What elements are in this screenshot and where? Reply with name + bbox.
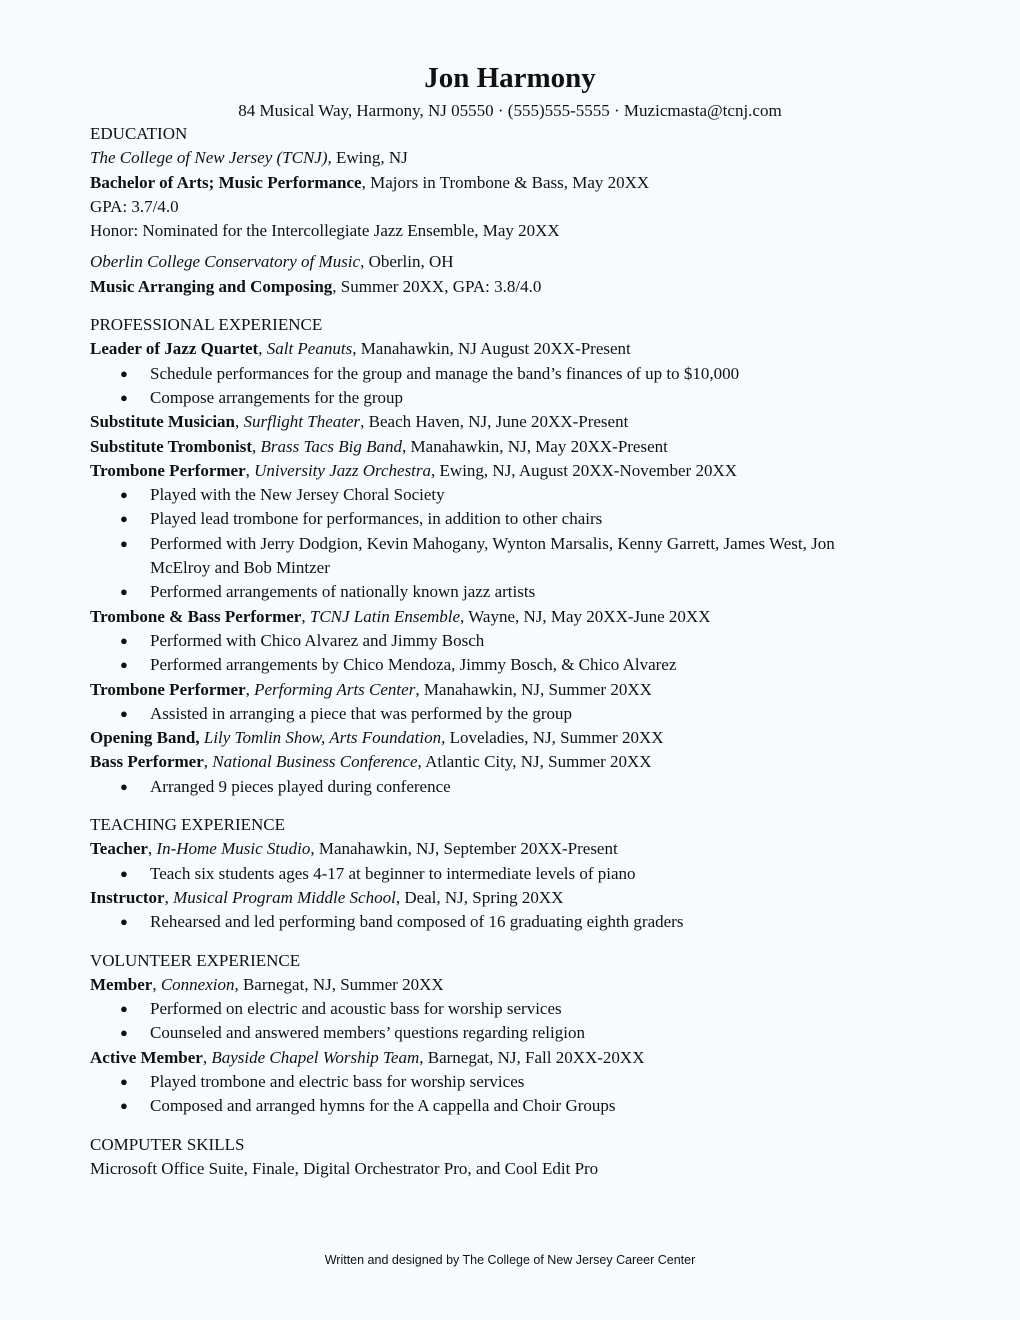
gpa-line: GPA: 3.7/4.0 <box>90 196 179 216</box>
section-heading-skills: COMPUTER SKILLS <box>90 1134 245 1154</box>
program-detail: , Summer 20XX, GPA: 3.8/4.0 <box>332 276 542 296</box>
education-entry-oberlin <box>90 250 940 274</box>
job-detail: Barnegat, NJ, Summer 20XX <box>238 974 444 994</box>
education-entry-tcnj <box>90 146 940 170</box>
bullet-item <box>90 702 940 726</box>
bullet-continuation: McElroy and Bob Mintzer <box>150 558 330 578</box>
bullet-item <box>90 910 940 934</box>
bullet-dot-icon: ● <box>120 1025 128 1041</box>
education-section <box>90 122 940 299</box>
bullet-dot-icon: ● <box>120 511 128 527</box>
job-detail: , Manahawkin, NJ, Summer 20XX <box>415 679 652 699</box>
bullet-dot-icon: ● <box>120 632 128 648</box>
degree-line <box>90 171 940 195</box>
bullet-dot-icon: ● <box>120 1001 128 1017</box>
job-title-line <box>90 837 940 861</box>
job-detail: , Loveladies, NJ, Summer 20XX <box>441 728 664 748</box>
bullet-dot-icon: ● <box>120 865 128 881</box>
bullet-dot-icon: ● <box>120 487 128 503</box>
job-organization: In-Home Music Studio <box>156 839 311 859</box>
job-title-line <box>90 410 940 434</box>
bullet-dot-icon: ● <box>120 535 128 551</box>
skills-section <box>90 1133 940 1182</box>
job-detail: , Deal, NJ, Spring 20XX <box>395 887 564 907</box>
bullet-item <box>90 1070 940 1094</box>
degree-detail: , Majors in Trombone & Bass, May 20XX <box>361 172 650 192</box>
job-organization: Connexion, <box>160 974 239 994</box>
job-title: Substitute Musician <box>90 412 235 432</box>
bullet-item <box>90 580 940 604</box>
job-list <box>90 337 940 799</box>
bullet-item <box>90 862 940 886</box>
bullet-text: Teach six students ages 4-17 at beginner to intermediate levels of piano <box>150 863 636 883</box>
bullet-list <box>90 629 940 678</box>
job-sep: , <box>235 412 244 432</box>
bullet-item <box>90 775 940 799</box>
bullet-text: Played lead trombone for performances, in addition to other chairs <box>150 509 603 529</box>
job-title-line <box>90 337 940 361</box>
job-sep: , <box>164 887 174 907</box>
bullet-list <box>90 862 940 886</box>
job-detail: , Ewing, NJ, August 20XX-November 20XX <box>431 460 738 480</box>
bullet-dot-icon: ● <box>120 914 128 930</box>
job-detail: , Beach Haven, NJ, June 20XX-Present <box>360 412 629 432</box>
job-title-line <box>90 1046 940 1070</box>
school-name: The College of New Jersey (TCNJ), <box>90 148 332 168</box>
bullet-item <box>90 532 940 556</box>
school-location: , Oberlin, OH <box>360 252 454 272</box>
bullet-dot-icon: ● <box>120 778 128 794</box>
bullet-item <box>90 997 940 1021</box>
job-title: Bass Performer <box>90 752 204 772</box>
program-line <box>90 275 940 299</box>
job-detail: , Wayne, NJ, May 20XX-June 20XX <box>460 606 711 626</box>
job-title-line <box>90 678 940 702</box>
bullet-list <box>90 775 940 799</box>
job-detail: , Manahawkin, NJ, May 20XX-Present <box>402 436 668 456</box>
section-heading-teaching: TEACHING EXPERIENCE <box>90 815 286 835</box>
job-sep: , <box>258 339 267 359</box>
job-title-line <box>90 435 940 459</box>
bullet-text: Performed arrangements of nationally known jazz artists <box>150 582 536 602</box>
bullet-text: Performed on electric and acoustic bass for worship services <box>150 999 562 1019</box>
bullet-text: Composed and arranged hymns for the A cappella and Choir Groups <box>150 1096 616 1116</box>
bullet-item <box>90 362 940 386</box>
program-title: Music Arranging and Composing <box>90 276 333 296</box>
bullet-dot-icon: ● <box>120 389 128 405</box>
job-title: Active Member <box>90 1047 203 1067</box>
bullet-item <box>90 1094 940 1118</box>
job-title-line <box>90 750 940 774</box>
volunteer-section <box>90 949 940 1119</box>
job-organization: Musical Program Middle School <box>173 887 396 907</box>
bullet-dot-icon: ● <box>120 657 128 673</box>
job-organization: Performing Arts Center <box>254 679 416 699</box>
bullet-list <box>90 997 940 1046</box>
candidate-name: Jon Harmony <box>424 62 596 94</box>
bullet-text: Rehearsed and led performing band composed of 16 graduating eighth graders <box>150 912 684 932</box>
job-detail: , Manahawkin, NJ, September 20XX-Present <box>310 839 618 859</box>
bullet-text: Arranged 9 pieces played during conference <box>150 776 451 796</box>
bullet-item <box>90 483 940 507</box>
bullet-item <box>90 507 940 531</box>
job-organization: Surflight Theater <box>243 412 361 432</box>
job-sep: , <box>152 974 161 994</box>
job-detail: , Manahawkin, NJ August 20XX-Present <box>352 339 631 359</box>
job-title: Leader of Jazz Quartet <box>90 339 259 359</box>
bullet-list <box>90 483 940 604</box>
bullet-list <box>90 910 940 934</box>
job-title: Substitute Trombonist <box>90 436 253 456</box>
job-organization: Bayside Chapel Worship Team <box>211 1047 420 1067</box>
job-organization: University Jazz Orchestra <box>254 460 432 480</box>
job-list <box>90 973 940 1119</box>
job-organization: TCNJ Latin Ensemble <box>309 606 461 626</box>
professional-section <box>90 313 940 799</box>
bullet-text: Performed with Chico Alvarez and Jimmy Bosch <box>150 630 485 650</box>
bullet-dot-icon: ● <box>120 705 128 721</box>
job-detail: , Atlantic City, NJ, Summer 20XX <box>417 752 652 772</box>
job-title: Member <box>90 974 153 994</box>
bullet-text: Performed with Jerry Dodgion, Kevin Mahogany, Wynton Marsalis, Kenny Garrett, James West, Jon <box>150 533 835 553</box>
job-title-line <box>90 886 940 910</box>
bullet-text: Compose arrangements for the group <box>150 387 404 407</box>
job-organization: Lily Tomlin Show, Arts Foundation <box>203 728 442 748</box>
job-sep: , <box>147 839 157 859</box>
bullet-text: Played with the New Jersey Choral Society <box>150 485 445 505</box>
contact-info: 84 Musical Way, Harmony, NJ 05550 · (555)555-5555 · Muzicmasta@tcnj.com <box>238 101 782 120</box>
job-detail: , Barnegat, NJ, Fall 20XX-20XX <box>419 1047 645 1067</box>
school-name: Oberlin College Conservatory of Music <box>90 252 361 272</box>
job-title: Trombone & Bass Performer <box>90 606 302 626</box>
job-title: Trombone Performer <box>90 679 246 699</box>
teaching-section <box>90 813 940 934</box>
bullet-text: Assisted in arranging a piece that was performed by the group <box>150 703 573 723</box>
job-sep: , <box>202 1047 212 1067</box>
job-title: Instructor <box>90 887 165 907</box>
section-heading-professional: PROFESSIONAL EXPERIENCE <box>90 315 323 335</box>
job-organization: National Business Conference <box>212 752 418 772</box>
job-title-line <box>90 973 940 997</box>
job-title: Teacher <box>90 839 148 859</box>
job-sep: , <box>203 752 213 772</box>
job-title-line <box>90 459 940 483</box>
bullet-dot-icon: ● <box>120 365 128 381</box>
bullet-dot-icon: ● <box>120 584 128 600</box>
job-organization: Salt Peanuts <box>266 339 353 359</box>
job-title: Opening Band, <box>90 728 200 748</box>
bullet-text: Performed arrangements by Chico Mendoza, Jimmy Bosch, & Chico Alvarez <box>150 655 677 675</box>
bullet-dot-icon: ● <box>120 1073 128 1089</box>
section-heading-education: EDUCATION <box>90 124 188 143</box>
bullet-item <box>90 386 940 410</box>
job-sep: , <box>245 679 255 699</box>
bullet-dot-icon: ● <box>120 1098 128 1114</box>
section-heading-volunteer: VOLUNTEER EXPERIENCE <box>90 950 301 970</box>
bullet-item <box>90 653 940 677</box>
bullet-list <box>90 1070 940 1119</box>
bullet-item <box>90 1021 940 1045</box>
degree-title: Bachelor of Arts; Music Performance <box>90 172 362 192</box>
job-sep: , <box>301 606 310 626</box>
job-sep: , <box>252 436 261 456</box>
bullet-text: Counseled and answered members’ questions regarding religion <box>150 1023 585 1043</box>
job-title: Trombone Performer <box>90 460 246 480</box>
resume-body <box>90 122 940 1181</box>
school-location: Ewing, NJ <box>331 148 408 168</box>
bullet-text: Schedule performances for the group and manage the band’s finances of up to $10,000 <box>150 363 740 383</box>
job-list <box>90 837 940 934</box>
honor-line: Honor: Nominated for the Intercollegiate Jazz Ensemble, May 20XX <box>90 221 560 241</box>
job-title-line <box>90 726 940 750</box>
footer-credit: Written and designed by The College of New Jersey Career Center <box>324 1253 696 1267</box>
bullet-list <box>90 702 940 726</box>
job-sep: , <box>245 460 255 480</box>
job-organization: Brass Tacs Big Band <box>260 436 403 456</box>
job-title-line <box>90 605 940 629</box>
skills-list: Microsoft Office Suite, Finale, Digital Orchestrator Pro, and Cool Edit Pro <box>90 1158 599 1178</box>
bullet-list <box>90 362 940 411</box>
bullet-item <box>90 629 940 653</box>
bullet-text: Played trombone and electric bass for worship services <box>150 1071 525 1091</box>
